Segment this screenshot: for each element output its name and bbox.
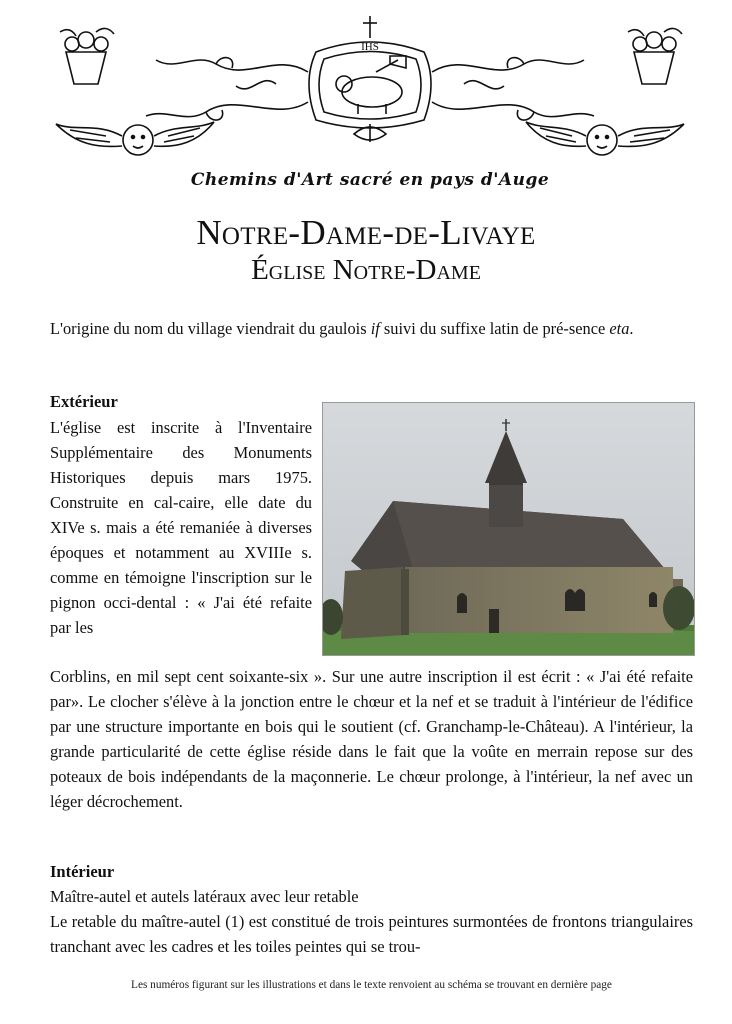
interieur-heading: Intérieur bbox=[50, 862, 115, 881]
decorative-header bbox=[46, 12, 694, 197]
church-photo bbox=[322, 402, 695, 656]
exterieur-heading: Extérieur bbox=[50, 392, 118, 411]
page-title: Notre-Dame-de-Livaye bbox=[196, 213, 536, 252]
intro-text-3: . bbox=[629, 319, 634, 338]
intro-text-2: suivi du suffixe latin de pré-sence bbox=[379, 319, 610, 338]
monogram-text: IHS bbox=[361, 41, 379, 53]
intro-paragraph bbox=[50, 316, 693, 341]
exterieur-full-text: Corblins, en mil sept cent soixante-six ». Sur une autre inscription il est écrit : « J'ai été refaite par». Le clocher s'élève à la jonction entre le chœur et la nef et se traduit à l'intérieur de l'édifice par une structure importante en bois qui le soutient (cf. Granchamp-le-Château). A l'intérieur, la grande particularité de cette église réside dans le fait que la voûte en merrain repose sur des poteaux de bois indépendants de la maçonnerie. Le chœur prolonge, à l'intérieur, la nef avec un léger décrochement. bbox=[50, 667, 693, 811]
banner-text: Chemins d'Art sacré en pays d'Auge bbox=[190, 170, 550, 190]
exterieur-column-text: L'église est inscrite à l'Inventaire Supplémentaire des Monuments Historiques depuis mars 1975. Construite en cal-caire, elle date du XIVe s. mais a été remaniée à diverses époques et notamment au XVIIIe s. comme en témoigne l'inscription sur le pignon occi-dental : « J'ai été refaite par les bbox=[50, 418, 312, 637]
ornament-illustration bbox=[46, 12, 694, 172]
page-subtitle: Église Notre-Dame bbox=[251, 254, 481, 286]
interieur-text: Le retable du maître-autel (1) est constitué de trois peintures surmontées de frontons triangulaires tranchant avec les cadres et les toiles peintes qui se trou- bbox=[50, 912, 693, 956]
intro-italic-if: if bbox=[370, 319, 380, 338]
interieur-subheading: Maître-autel et autels latéraux avec leur retable bbox=[50, 887, 359, 906]
intro-text-1: L'origine du nom du village viendrait du gaulois bbox=[50, 319, 371, 338]
intro-italic-eta: eta bbox=[609, 319, 630, 338]
footer-note: Les numéros figurant sur les illustrations et dans le texte renvoient au schéma se trouvant en dernière page bbox=[131, 979, 612, 991]
